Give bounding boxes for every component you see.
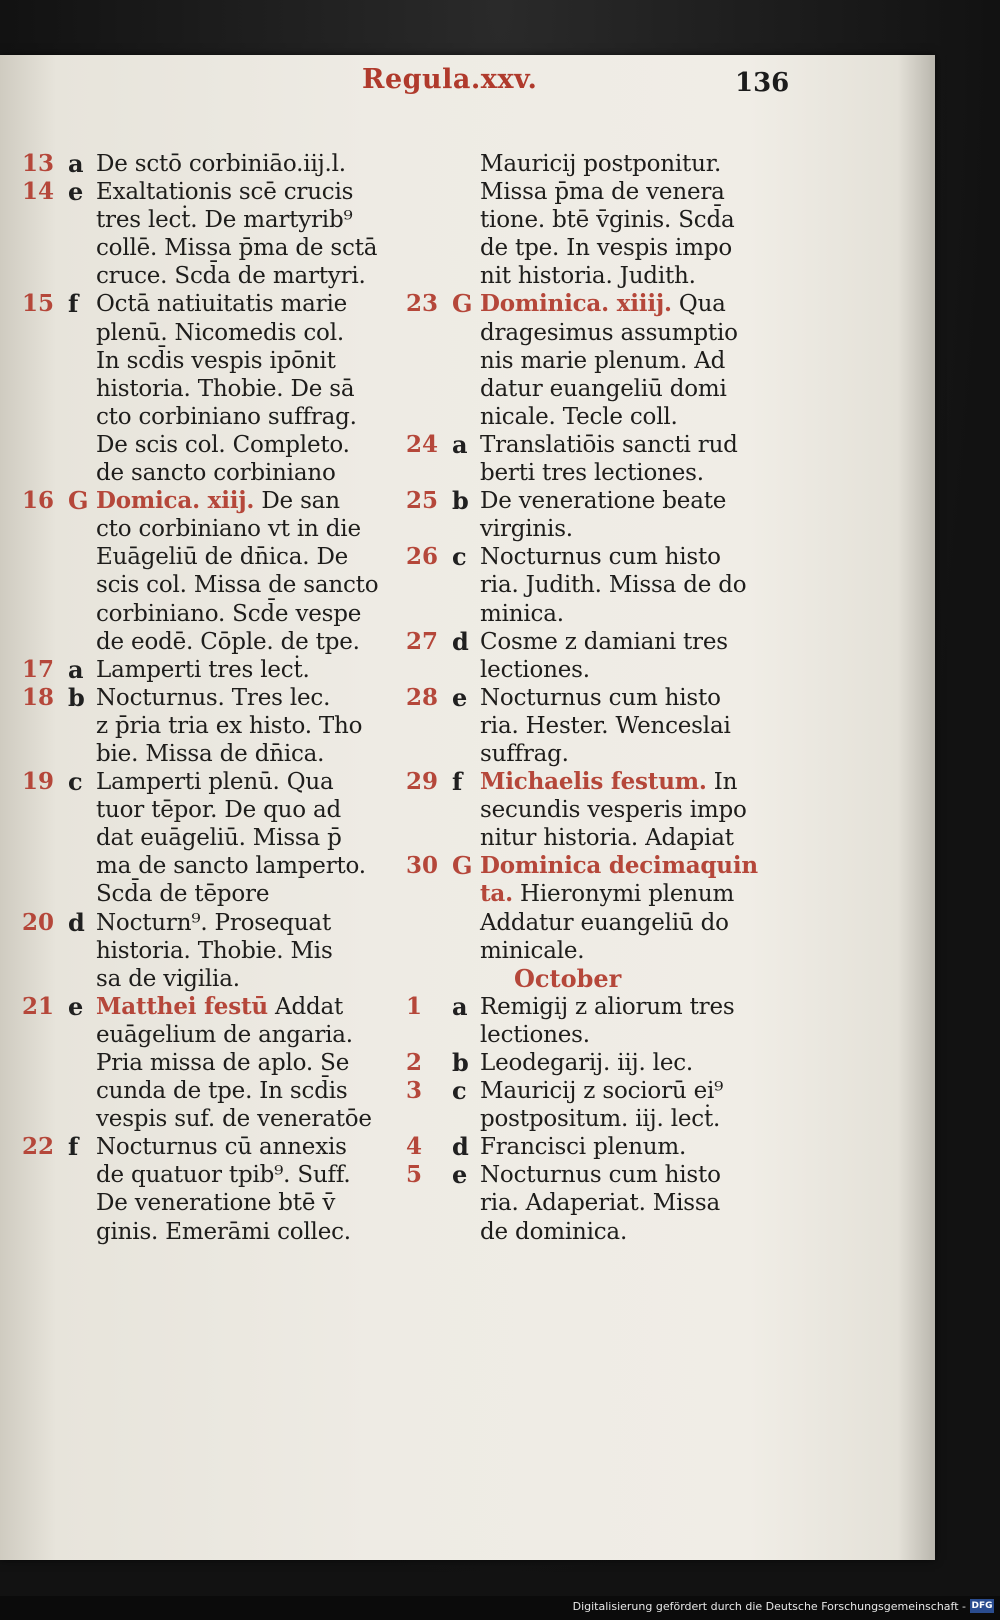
text-line: Nocturnus cum histo bbox=[480, 1162, 721, 1189]
day-number: 23 bbox=[406, 290, 439, 318]
entry-text bbox=[96, 993, 402, 1133]
dominical-letter: a bbox=[452, 991, 468, 1021]
text-line: In scd̄is vespis ipōnit bbox=[96, 347, 336, 374]
day-number: 29 bbox=[406, 768, 439, 796]
text-line: cto corbiniano vt in die bbox=[96, 516, 361, 543]
day-number: 4 bbox=[406, 1133, 423, 1161]
text-line: lectiones. bbox=[480, 1021, 590, 1048]
entry-text bbox=[480, 1133, 781, 1161]
text-line: Nocturnus cum histo bbox=[480, 684, 721, 711]
text-line: euāgelium de angaria. bbox=[96, 1021, 353, 1048]
day-number: 19 bbox=[22, 768, 55, 796]
text-line: ria. Adaperiat. Missa bbox=[480, 1190, 721, 1217]
dominical-letter: f bbox=[68, 1132, 79, 1162]
dominical-letter: G bbox=[452, 289, 473, 319]
day-number: 24 bbox=[406, 430, 439, 458]
calendar-entry bbox=[406, 1049, 781, 1077]
text-line: historia. Thobie. De sā bbox=[96, 375, 355, 402]
day-number: 2 bbox=[406, 1049, 423, 1076]
entry-text bbox=[96, 487, 402, 656]
entry-text bbox=[96, 768, 402, 908]
day-number: 28 bbox=[406, 683, 439, 711]
dominical-letter: d bbox=[452, 1132, 469, 1162]
entry-text bbox=[480, 1049, 781, 1077]
entry-text bbox=[96, 178, 402, 290]
entry-text bbox=[96, 150, 402, 178]
day-number: 3 bbox=[406, 1077, 423, 1105]
entry-text bbox=[480, 431, 781, 487]
text-line: De veneratione btē v̄ bbox=[96, 1190, 336, 1217]
text-line: de quatuor tpib⁹. Suff. bbox=[96, 1162, 351, 1189]
calendar-entry bbox=[406, 628, 781, 684]
calendar-column-left bbox=[22, 150, 402, 1246]
text-line: Missa p̄ma de venera bbox=[480, 179, 725, 206]
calendar-entry bbox=[22, 178, 402, 290]
dominical-letter: e bbox=[68, 177, 84, 207]
text-line: tres lecṫ. De martyrib⁹ bbox=[96, 207, 353, 234]
calendar-entry bbox=[406, 543, 781, 627]
dominical-letter: d bbox=[452, 626, 469, 656]
text-line: secundis vesperis impo bbox=[480, 797, 747, 824]
text-line: Mauricij postponitur. bbox=[480, 151, 722, 177]
dominical-letter: c bbox=[68, 767, 83, 797]
text-line: dat euāgeliū. Missa p̄ bbox=[96, 825, 342, 852]
entry-text bbox=[480, 628, 781, 684]
calendar-entry bbox=[406, 431, 781, 487]
day-number: 21 bbox=[22, 992, 55, 1020]
day-number: 17 bbox=[22, 655, 55, 683]
dominical-letter: f bbox=[452, 767, 463, 797]
calendar-entry bbox=[406, 768, 781, 852]
calendar-entry bbox=[406, 1161, 781, 1245]
text-line: Remigij z aliorum tres bbox=[480, 993, 735, 1020]
entry-text bbox=[96, 909, 402, 993]
day-number: 30 bbox=[406, 852, 439, 880]
entry-text bbox=[480, 1077, 781, 1133]
calendar-entry bbox=[22, 684, 402, 768]
dominical-letter: G bbox=[68, 486, 89, 516]
text-line: ta. Hieronymi plenum bbox=[480, 880, 735, 908]
text-line: Euāgeliū de dn̄ica. De bbox=[96, 544, 349, 571]
rubric-text: Michaelis festum. bbox=[480, 768, 707, 796]
calendar-entry bbox=[22, 1133, 402, 1245]
entry-text bbox=[480, 993, 781, 1049]
entry-text bbox=[480, 543, 781, 627]
text-line: tione. btē v̄ginis. Scd̄a bbox=[480, 207, 735, 234]
text-line: ma de sancto lamperto. bbox=[96, 853, 366, 880]
text-line: historia. Thobie. Mis bbox=[96, 937, 333, 964]
text-line: collē. Missa p̄ma de sctā bbox=[96, 235, 378, 262]
day-number: 20 bbox=[22, 908, 55, 936]
text-line: Addatur euangeliū do bbox=[480, 909, 729, 936]
calendar-entry bbox=[406, 852, 781, 964]
calendar-entry bbox=[406, 1077, 781, 1133]
text-line: Octā natiuitatis marie bbox=[96, 291, 348, 318]
text-line: berti tres lectiones. bbox=[480, 460, 704, 487]
dominical-letter: b bbox=[68, 682, 85, 712]
page-number: 136 bbox=[735, 68, 790, 98]
text-line: corbiniano. Scd̄e vespe bbox=[96, 600, 362, 627]
calendar-entry bbox=[22, 290, 402, 487]
text-line: Nocturnus cum histo bbox=[480, 544, 721, 571]
page-running-title: Regula.xxv. bbox=[362, 64, 538, 95]
dfg-logo: DFG bbox=[971, 1601, 993, 1611]
text-line: cruce. Scd̄a de martyri. bbox=[96, 263, 366, 290]
entry-text bbox=[480, 768, 781, 852]
entry-text bbox=[96, 290, 402, 487]
text-line: scis col. Missa de sancto bbox=[96, 572, 379, 599]
rubric-text: Dominica decimaquin bbox=[480, 852, 758, 880]
dominical-letter: e bbox=[452, 1160, 468, 1190]
text-line: Nocturn⁹. Prosequat bbox=[96, 909, 331, 936]
dominical-letter: e bbox=[452, 682, 468, 712]
text-line: nis marie plenum. Ad bbox=[480, 347, 726, 374]
dominical-letter: e bbox=[68, 991, 84, 1021]
text-line: Cosme z damiani tres bbox=[480, 628, 728, 655]
rubric-text: Dominica. xiiij. bbox=[480, 290, 672, 318]
text-line: nit historia. Judith. bbox=[480, 263, 696, 290]
dominical-letter: a bbox=[68, 149, 84, 178]
dominical-letter: d bbox=[68, 907, 85, 937]
entry-text bbox=[96, 684, 402, 768]
text-line: minicale. bbox=[480, 937, 585, 964]
text-line: tuor tēpor. De quo ad bbox=[96, 797, 342, 824]
text-line: Exaltationis scē crucis bbox=[96, 179, 354, 206]
text-line: suffrag. bbox=[480, 740, 569, 767]
calendar-column-right bbox=[406, 150, 781, 1246]
calendar-entry bbox=[406, 993, 781, 1049]
text-line: cto corbiniano suffrag. bbox=[96, 403, 357, 430]
text-line: de sancto corbiniano bbox=[96, 460, 336, 487]
entry-text bbox=[480, 487, 781, 543]
entry-text bbox=[480, 852, 781, 964]
text-line: cunda de tpe. In scd̄is bbox=[96, 1078, 348, 1105]
dominical-letter: b bbox=[452, 486, 469, 516]
text-line: bie. Missa de dn̄ica. bbox=[96, 740, 325, 767]
text-line: Leodegarij. iij. lec. bbox=[480, 1050, 694, 1076]
text-line: de tpe. In vespis impo bbox=[480, 235, 732, 262]
calendar-entry bbox=[406, 487, 781, 543]
text-line: De sctō corbiniāo.iij.l. bbox=[96, 151, 346, 177]
text-line: Nocturnus cū annexis bbox=[96, 1134, 347, 1161]
dominical-letter: G bbox=[452, 851, 473, 881]
rubric-text: Domica. xiij. bbox=[96, 487, 255, 515]
text-line: dragesimus assumptio bbox=[480, 319, 738, 346]
dominical-letter: a bbox=[68, 654, 84, 684]
entry-text bbox=[96, 656, 402, 684]
text-line: ria. Hester. Wenceslai bbox=[480, 712, 731, 739]
text-line: De scis col. Completo. bbox=[96, 431, 350, 458]
dominical-letter: c bbox=[452, 1076, 467, 1106]
text-line bbox=[480, 852, 781, 880]
text-line: Michaelis festum. In bbox=[480, 768, 738, 796]
entry-text bbox=[96, 1133, 402, 1245]
entry-text bbox=[480, 1161, 781, 1245]
text-line: lectiones. bbox=[480, 656, 590, 683]
day-number: 5 bbox=[406, 1161, 423, 1189]
text-line: vespis suf. de veneratōe bbox=[96, 1106, 372, 1133]
text-line: postpositum. iij. lecṫ. bbox=[480, 1106, 721, 1133]
day-number: 26 bbox=[406, 543, 439, 571]
text-line: datur euangeliū domi bbox=[480, 375, 727, 402]
text-line: Matthei festū Addat bbox=[96, 992, 344, 1020]
day-number: 18 bbox=[22, 683, 55, 711]
text-line: sa de vigilia. bbox=[96, 965, 240, 992]
calendar-entry bbox=[22, 656, 402, 684]
day-number: 27 bbox=[406, 627, 439, 655]
text-line: Mauricij z sociorū ei⁹ bbox=[480, 1078, 724, 1105]
day-number: 22 bbox=[22, 1133, 55, 1161]
calendar-entry bbox=[406, 1133, 781, 1161]
day-number: 25 bbox=[406, 487, 439, 515]
text-line: ria. Judith. Missa de do bbox=[480, 572, 747, 599]
text-line: minica. bbox=[480, 600, 564, 627]
rubric-text: ta. bbox=[480, 880, 513, 908]
dominical-letter: c bbox=[452, 542, 467, 572]
text-line: Nocturnus. Tres lec. bbox=[96, 684, 331, 711]
dominical-letter: a bbox=[452, 429, 468, 459]
calendar-entry bbox=[22, 909, 402, 993]
text-line: de eodē. Cōple. de tpe. bbox=[96, 628, 360, 655]
text-line: Lamperti plenū. Qua bbox=[96, 769, 334, 796]
text-line: ginis. Emerāmi collec. bbox=[96, 1218, 351, 1245]
text-line: Francisci plenum. bbox=[480, 1134, 687, 1161]
text-line: Translatiōis sancti rud bbox=[480, 431, 738, 458]
dominical-letter: b bbox=[452, 1048, 469, 1077]
funding-credit: Digitalisierung gefördert durch die Deutsche Forschungsgemeinschaft - bbox=[572, 1600, 966, 1613]
entry-text bbox=[480, 150, 781, 290]
month-heading: October bbox=[514, 963, 622, 993]
entry-text bbox=[480, 684, 781, 768]
text-line: virginis. bbox=[480, 516, 573, 543]
text-line: nitur historia. Adapiat bbox=[480, 825, 734, 852]
entry-text bbox=[480, 290, 781, 430]
text-line: Pria missa de aplo. Se bbox=[96, 1050, 350, 1076]
calendar-entry bbox=[22, 768, 402, 908]
calendar-entry bbox=[406, 684, 781, 768]
text-line: z p̄ria tria ex histo. Tho bbox=[96, 712, 363, 739]
text-line: Lamperti tres lecṫ. bbox=[96, 656, 310, 683]
calendar-entry bbox=[22, 487, 402, 656]
day-number: 16 bbox=[22, 487, 55, 515]
day-number: 14 bbox=[22, 178, 55, 206]
dominical-letter: f bbox=[68, 289, 79, 319]
calendar-entry bbox=[406, 150, 781, 290]
text-line: Scd̄a de tēpore bbox=[96, 881, 270, 908]
text-line: plenū. Nicomedis col. bbox=[96, 319, 344, 346]
text-line: De veneratione beate bbox=[480, 488, 727, 515]
calendar-entry bbox=[22, 150, 402, 178]
text-line: de dominica. bbox=[480, 1218, 628, 1245]
calendar-entry bbox=[406, 290, 781, 430]
day-number: 1 bbox=[406, 992, 423, 1020]
text-line: Dominica. xiiij. Qua bbox=[480, 290, 726, 318]
rubric-text: Matthei festū bbox=[96, 992, 268, 1020]
text-line: Domica. xiij. De san bbox=[96, 487, 340, 515]
text-line: nicale. Tecle coll. bbox=[480, 403, 678, 430]
day-number: 15 bbox=[22, 290, 55, 318]
calendar-entry bbox=[22, 993, 402, 1133]
day-number: 13 bbox=[22, 150, 55, 177]
